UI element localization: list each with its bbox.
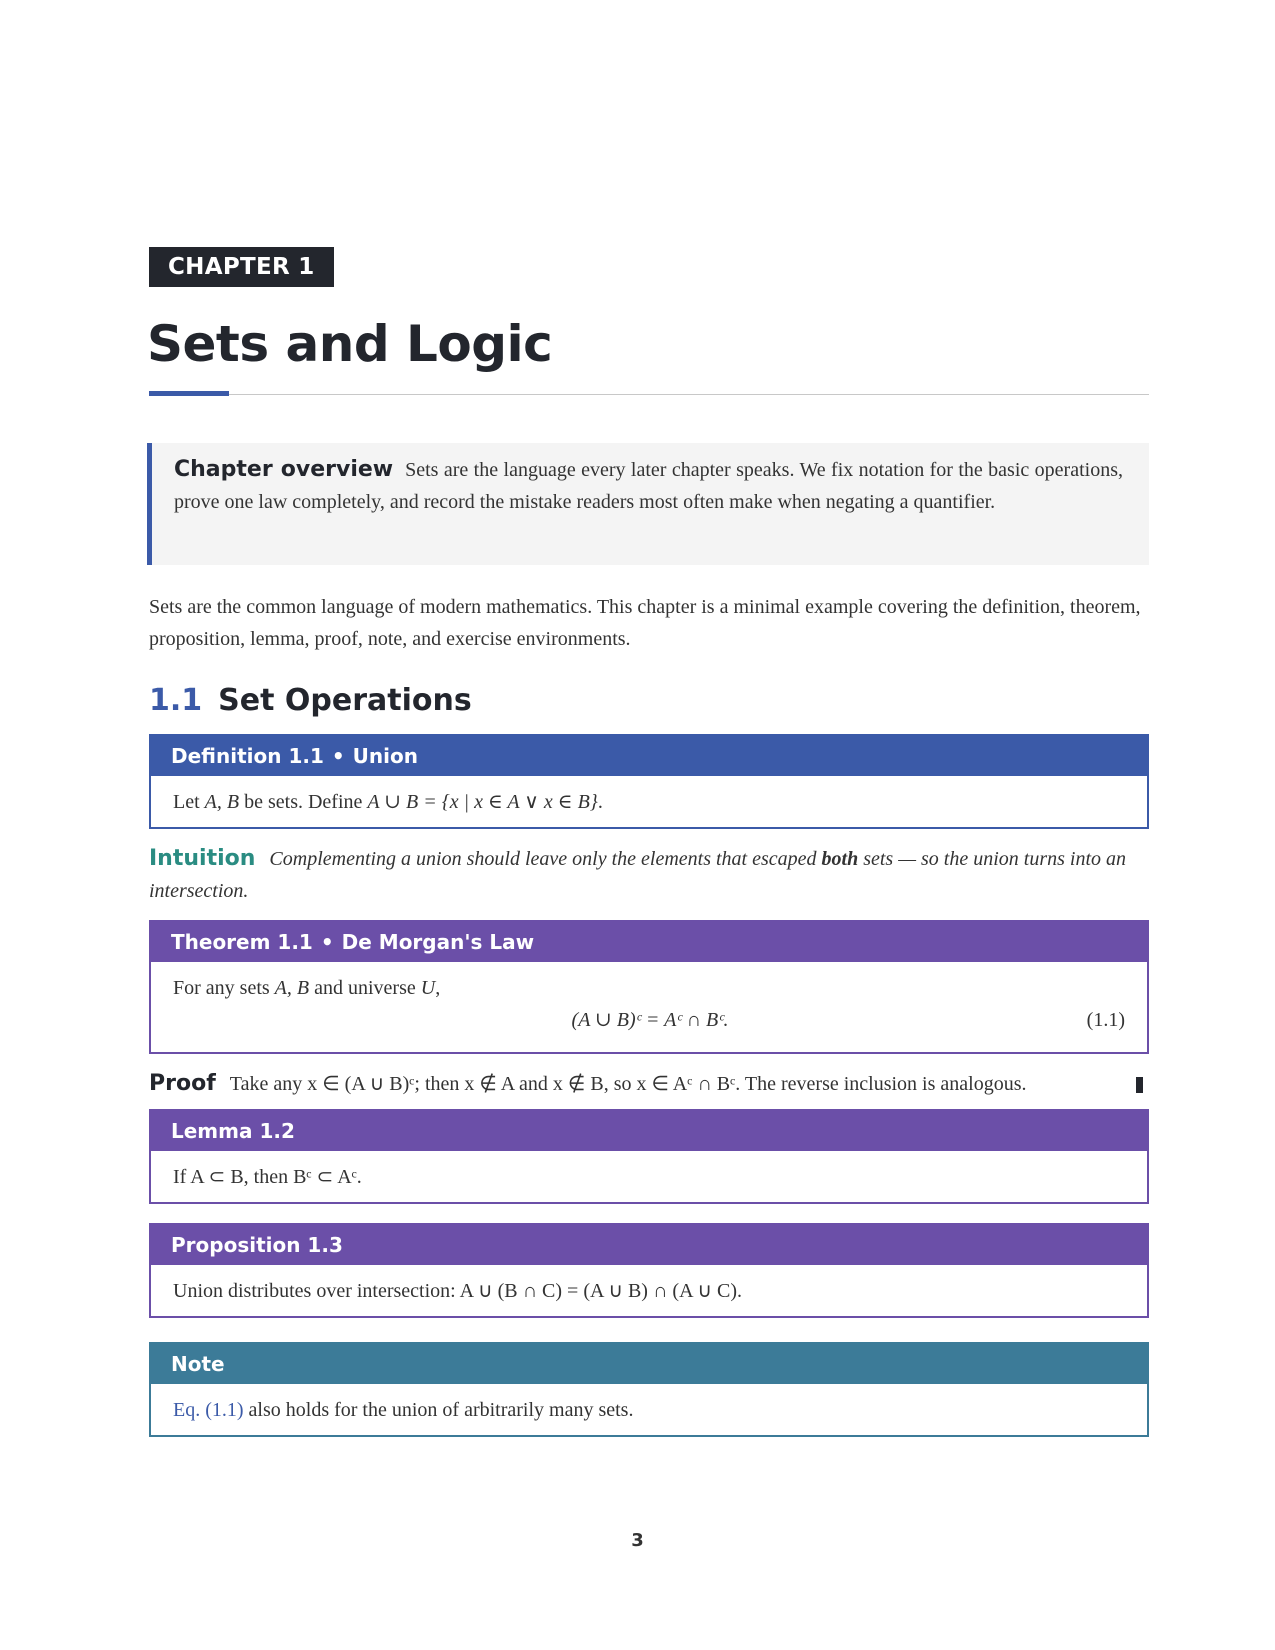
header-separator: • [331, 744, 345, 768]
note-body [151, 1384, 1147, 1426]
note-header: Note [151, 1344, 1147, 1384]
chapter-badge: CHAPTER 1 [149, 247, 334, 287]
chapter-overview-box [147, 443, 1149, 565]
proposition-box [149, 1223, 1149, 1318]
lemma-box [149, 1109, 1149, 1204]
overview-text: Sets are the language every later chapter speaks. We fix notation for the basic operations, prove one law completely, and record the mistake readers most often make when negating a quantifier. [174, 459, 1123, 513]
equation-row [173, 1004, 1127, 1040]
header-separator: • [320, 930, 334, 954]
section-title: Set Operations [218, 683, 472, 718]
proof-text: Take any x ∈ (A ∪ B)ᶜ; then x ∉ A and x ∉ B, so x ∈ Aᶜ ∩ Bᶜ. The reverse inclusion is analogous. [229, 1073, 1027, 1095]
theorem-label: Theorem 1.1 [171, 930, 313, 954]
proposition-body: Union distributes over intersection: A ∪ (B ∩ C) = (A ∪ B) ∩ (A ∪ C). [173, 1280, 743, 1302]
definition-text: be sets. Define [239, 791, 368, 813]
overview-label: Chapter overview [174, 457, 394, 482]
definition-vars: A, B [204, 791, 240, 813]
intuition-text: sets — so the union turns into an intersection. [149, 848, 1126, 902]
title-rule-accent [149, 391, 229, 396]
section-number: 1.1 [149, 683, 203, 718]
theorem-universe: U [420, 977, 436, 999]
definition-name: Union [352, 744, 418, 768]
proof-label: Proof [149, 1071, 216, 1096]
intuition-emphasis: both [821, 848, 859, 870]
intuition-block [149, 843, 1153, 907]
definition-header [151, 736, 1147, 776]
intuition-text: Complementing a union should leave only the elements that escaped [269, 848, 822, 870]
lemma-body: If A ⊂ B, then Bᶜ ⊂ Aᶜ. [173, 1166, 362, 1188]
theorem-box [149, 920, 1149, 1054]
definition-formula: A ∪ B = {x | x ∈ A ∨ x ∈ B} [367, 791, 598, 813]
definition-text: Let [173, 791, 205, 813]
theorem-header [151, 922, 1147, 962]
theorem-name: De Morgan's Law [341, 930, 535, 954]
lemma-header: Lemma 1.2 [151, 1111, 1147, 1151]
note-text: also holds for the union of arbitrarily many sets. [243, 1399, 634, 1421]
proposition-header: Proposition 1.3 [151, 1225, 1147, 1265]
equation-number: (1.1) [1086, 1009, 1125, 1031]
equation-reference-link[interactable]: Eq. (1.1) [173, 1399, 244, 1421]
intro-paragraph: Sets are the common language of modern mathematics. This chapter is a minimal example covering the definition, theorem, proposition, lemma, proof, note, and exercise environments. [149, 596, 1141, 650]
title-rule [149, 394, 1149, 395]
de-morgan-equation: (A ∪ B)ᶜ = Aᶜ ∩ Bᶜ. [571, 1009, 729, 1031]
theorem-body [151, 962, 1147, 1040]
page-number: 3 [631, 1530, 644, 1551]
definition-text: . [597, 791, 603, 813]
definition-body [151, 776, 1147, 818]
section-heading [149, 680, 472, 722]
qed-icon [1136, 1077, 1143, 1093]
chapter-title: Sets and Logic [147, 315, 553, 373]
intuition-label: Intuition [149, 846, 256, 871]
definition-box [149, 734, 1149, 829]
theorem-text: , [435, 977, 441, 999]
theorem-vars: A, B [274, 977, 310, 999]
proof-block [149, 1068, 1149, 1100]
theorem-text: and universe [309, 977, 421, 999]
note-box [149, 1342, 1149, 1437]
definition-label: Definition 1.1 [171, 744, 324, 768]
theorem-text: For any sets [173, 977, 275, 999]
